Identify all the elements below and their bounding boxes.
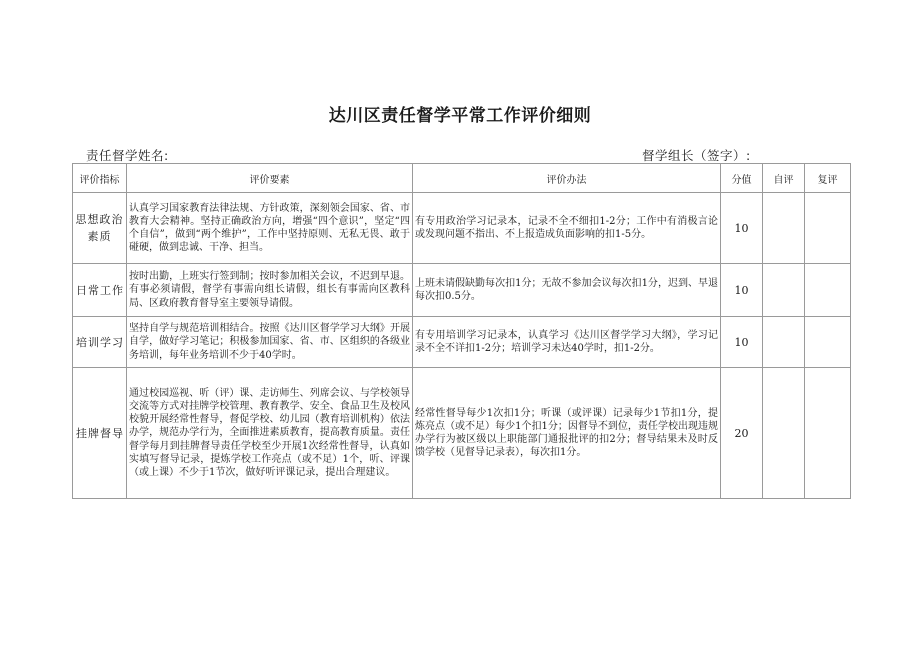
- row-score: 10: [721, 264, 763, 317]
- row-indicator: 培训学习: [73, 317, 127, 368]
- row-re-eval-cell[interactable]: [805, 317, 851, 368]
- header-elements: 评价要素: [127, 164, 413, 193]
- row-self-eval-cell[interactable]: [763, 368, 805, 499]
- row-elements: 按时出勤，上班实行签到制；按时参加相关会议，不迟到早退。有事必须请假，督学有事需向组长请假，组长有事需向区教科局、区政府教育督导室主要领导请假。: [127, 264, 413, 317]
- row-self-eval-cell[interactable]: [763, 317, 805, 368]
- inspector-name-label: 责任督学姓名:: [86, 148, 169, 163]
- table-row: [73, 264, 851, 317]
- header-score: 分值: [721, 164, 763, 193]
- header-self-eval: 自评: [763, 164, 805, 193]
- row-score: 20: [721, 368, 763, 499]
- row-method: 有专用培训学习记录本，认真学习《达川区督学学习大纲》，学习记录不全不详扣1-2分；培训学习未达40学时，扣1-2分。: [413, 317, 721, 368]
- row-score: 10: [721, 317, 763, 368]
- header-re-eval: 复评: [805, 164, 851, 193]
- row-elements: 坚持自学与规范培训相结合。按照《达川区督学学习大纲》开展自学，做好学习笔记；积极参加国家、省、市、区组织的各级业务培训，每年业务培训不少于40学时。: [127, 317, 413, 368]
- header-method: 评价办法: [413, 164, 721, 193]
- evaluation-table: [72, 163, 851, 499]
- row-re-eval-cell[interactable]: [805, 264, 851, 317]
- header-indicator: 评价指标: [73, 164, 127, 193]
- document-title: 达川区责任督学平常工作评价细则: [328, 106, 592, 126]
- row-method: 有专用政治学习记录本，记录不全不细扣1-2分；工作中有消极言论或发现问题不指出、不上报造成负面影响的扣1-5分。: [413, 193, 721, 264]
- row-indicator: 日常工作: [73, 264, 127, 317]
- leader-sign-label: 督学组长（签字）:: [642, 148, 751, 163]
- row-self-eval-cell[interactable]: [763, 264, 805, 317]
- row-re-eval-cell[interactable]: [805, 368, 851, 499]
- row-score: 10: [721, 193, 763, 264]
- row-method: 经常性督导每少1次扣1分；听课（或评课）记录每少1节扣1分，提炼亮点（或不足）每少1个扣1分；因督导不到位，责任学校出现违规办学行为被区级以上职能部门通报批评的扣2分；督导结果未及时反馈学校（见督导记录表），每次扣1分。: [413, 368, 721, 499]
- table-row: [73, 317, 851, 368]
- row-indicator: 挂牌督导: [73, 368, 127, 499]
- row-elements: 认真学习国家教育法律法规、方针政策，深刻领会国家、省、市教育大会精神。坚持正确政治方向，增强“四个意识”，坚定“四个自信”，做到“两个维护”，工作中坚持原则、无私无畏、敢于碰硬，做到忠诚、干净、担当。: [127, 193, 413, 264]
- row-re-eval-cell[interactable]: [805, 193, 851, 264]
- row-self-eval-cell[interactable]: [763, 193, 805, 264]
- row-elements: 通过校园巡视、听（评）课、走访师生、列席会议、与学校领导交流等方式对挂牌学校管理、教育教学、安全、食品卫生及校风校貌开展经常性督导，督促学校、幼儿园（教育培训机构）依法办学，规范办学行为，全面推进素质教育，提高教育质量。责任督学每月到挂牌督导责任学校至少开展1次经常性督导，认真如实填写督导记录，提炼学校工作亮点（或不足）1个，听、评课（或上课）不少于1节次，做好听评课记录，提出合理建议。: [127, 368, 413, 499]
- table-row: [73, 368, 851, 499]
- row-indicator: 思想政治素质: [73, 193, 127, 264]
- table-row: [73, 193, 851, 264]
- table-header-row: [73, 164, 851, 193]
- row-method: 上班未请假缺勤每次扣1分；无故不参加会议每次扣1分，迟到、早退每次扣0.5分。: [413, 264, 721, 317]
